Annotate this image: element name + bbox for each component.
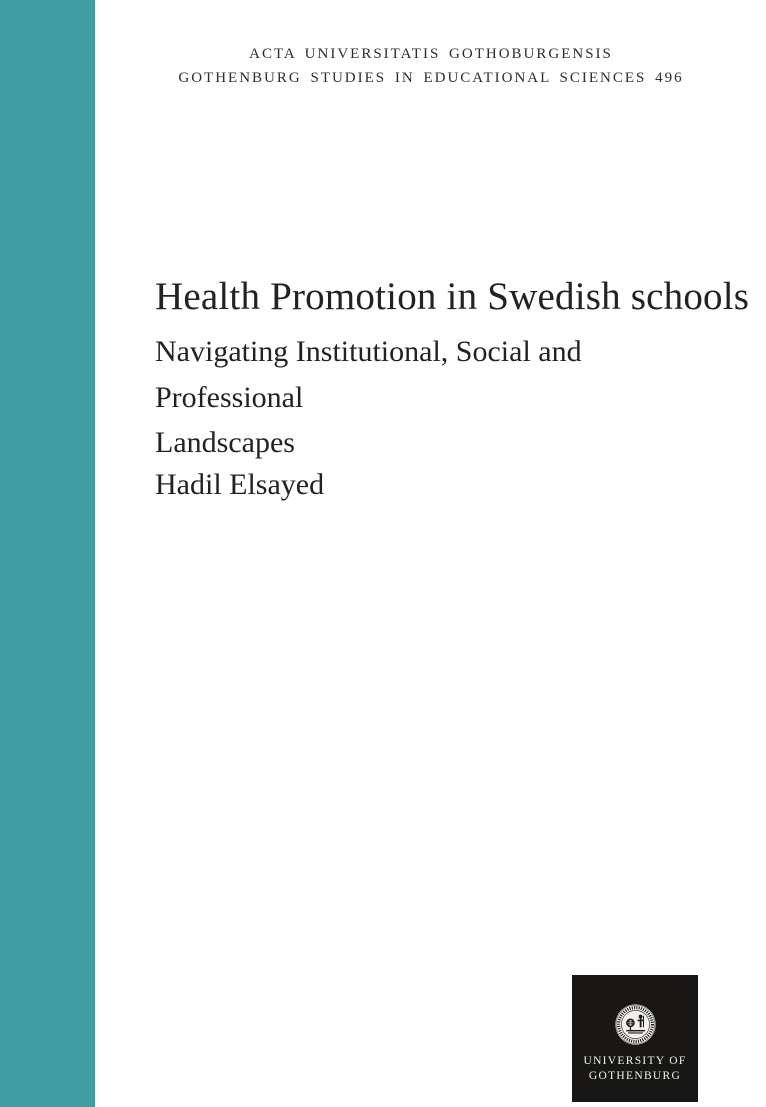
series-header-line-acta: ACTA UNIVERSITATIS GOTHOBURGENSIS (249, 46, 613, 62)
university-wordmark (583, 1054, 686, 1084)
book-title: Health Promotion in Swedish schools (155, 275, 750, 318)
university-of-gothenburg-seal-icon (614, 1003, 657, 1046)
book-subtitle-line-2: Landscapes (155, 426, 295, 459)
university-wordmark-line-1: UNIVERSITY OF (583, 1055, 687, 1067)
left-accent-band (0, 0, 95, 1107)
book-subtitle (155, 329, 735, 466)
university-wordmark-line-2: GOTHENBURG (588, 1070, 682, 1082)
author-name: Hadil Elsayed (155, 468, 325, 501)
university-logo-box (572, 975, 698, 1102)
series-header (96, 43, 766, 90)
series-header-line-series: GOTHENBURG STUDIES IN EDUCATIONAL SCIENCES 496 (178, 69, 684, 86)
book-subtitle-line-1: Navigating Institutional, Social and Professional (155, 335, 582, 414)
